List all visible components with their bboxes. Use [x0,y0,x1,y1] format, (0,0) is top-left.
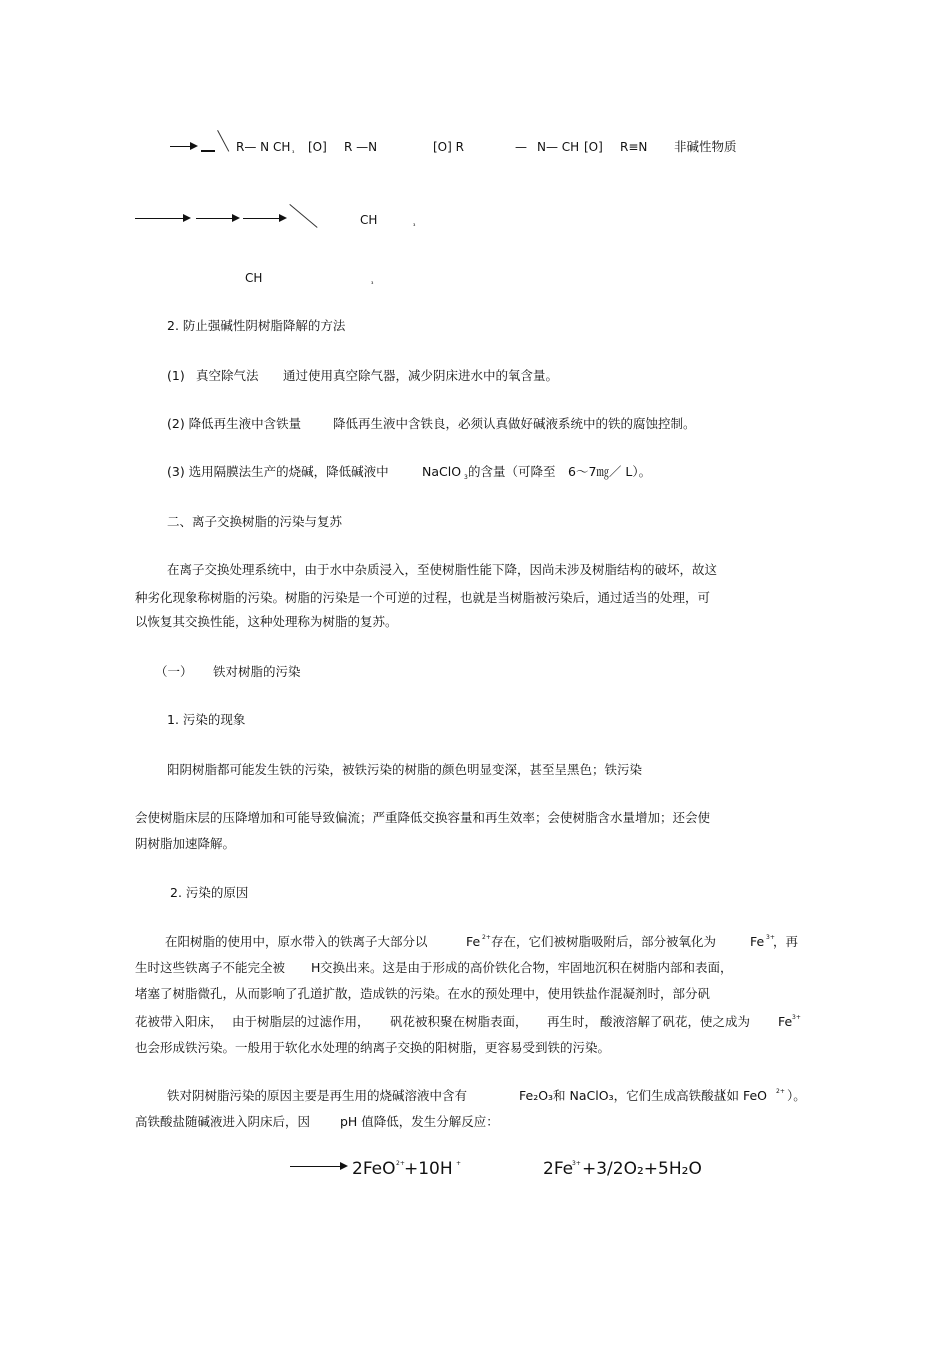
r1-dash: — [515,140,527,154]
cause-l2a: 生时这些铁离子不能完全被 [135,960,286,975]
eq-left-sup: 2+ [396,1160,405,1167]
r2-ch-top: CH [360,213,378,227]
cause-fe3b: Fe [778,1014,793,1029]
arrow-2 [196,218,238,219]
anion-l1a: 铁对阴树脂污染的原因主要是再生用的烧碱溶液中含有 [167,1088,468,1103]
cause-fe2: Fe [466,934,481,949]
item1-label: (1) [167,368,185,383]
bond-line-2 [289,204,317,228]
sub-one-title: 铁对树脂的污染 [213,664,301,679]
section-title: 2. 防止强碱性阴树脂降解的方法 [167,318,346,333]
item1-text: 通过使用真空除气器，减少阴床进水中的氧含量。 [283,368,559,383]
cause-l4b: 由于树脂层的过滤作用， [232,1014,370,1029]
anion-fe2o3: Fe₂O₃和 NaClO₃，它们生成高铁酸盐 [519,1088,727,1103]
cause-l1c: ，再 [773,934,799,949]
r1-nch: N— CH [537,140,580,154]
intro-line-3: 以恢复其交换性能，这种处理称为树脂的复苏。 [135,614,398,629]
cause-l4d: 再生时， [547,1014,598,1029]
phenomenon-line-2: 会使树脂床层的压降增加和可能导致偏流；严重降低交换容量和再生效率；会使树脂含水量增加；还会使 [135,810,711,825]
phenomenon-line-3: 阴树脂加速降解。 [135,836,236,851]
item3-label: (3) 选用隔膜法生产的烧碱，降低碱液中 [167,464,389,479]
intro-line-1: 在离子交换处理系统中，由于水中杂质浸入，至使树脂性能下降，因尚未涉及树脂结构的破坏，故这 [167,562,718,577]
item3-sub: 3 [464,474,468,481]
item1-title: 真空除气法 [196,368,259,383]
r1-rn3: R≡N [620,140,648,154]
r2-ch-bottom: CH [245,271,263,285]
cause-l4c: 矾花被积聚在树脂表面， [390,1014,528,1029]
sub-one-label: （一） [155,664,193,679]
r2-sub-top: ₃ [413,221,416,228]
cause-l2b: 交换出来。这是由于形成的高价铁化合物，牢固地沉积在树脂内部和表面， [320,960,733,975]
r1-o2: [O] R [433,140,464,154]
arrow-3 [243,218,285,219]
bond-line [217,130,229,152]
r1-o3: [O] [584,140,603,154]
r1-ch: CH [273,140,291,154]
cause-l4a: 花被带入阳床， [135,1014,223,1029]
phenomenon-title: 1. 污染的现象 [167,712,246,727]
cause-fe2-sup: 2+ [482,934,491,941]
cause-fe3-sup: 3+ [766,934,775,941]
anion-example-end: ）。 [787,1088,806,1103]
r1-product: 非碱性物质 [674,139,737,154]
eq-right-rest: +3/2O₂+5H₂O [582,1159,702,1179]
r1-rn2: R —N [344,140,378,154]
r1-o1: [O] [308,140,327,154]
eq-left-sup2: + [456,1160,462,1167]
intro-line-2: 种劣化现象称树脂的污染。树脂的污染是一个可逆的过程，也就是当树脂被污染后，通过适当的处理，可 [135,590,711,605]
r2-sub-bottom: ₃ [371,279,374,286]
eq-left-rest: +10H [404,1159,453,1179]
reaction-bar [201,150,215,152]
item2-text: 降低再生液中含铁良，必须认真做好碱液系统中的铁的腐蚀控制。 [333,416,696,431]
cause-l5: 也会形成铁污染。一般用于软化水处理的纳离子交换的阳树脂，更容易受到铁的污染。 [135,1040,611,1055]
cause-l3: 堵塞了树脂微孔，从而影响了孔道扩散，造成铁的污染。在水的预处理中，使用铁盐作混凝剂时，部分矾 [135,986,711,1001]
reaction-arrow [170,146,196,147]
item3-formula: NaClO [422,464,462,479]
cause-title: 2. 污染的原因 [170,885,249,900]
anion-l2a: 高铁酸盐随碱液进入阴床后，因 [135,1114,311,1129]
cause-h: H [311,960,321,975]
item2-label: (2) 降低再生液中含铁量 [167,416,302,431]
arrow-1 [135,218,189,219]
heading-two: 二、离子交换树脂的污染与复苏 [167,514,343,529]
anion-example-sup: 2+ [776,1088,785,1095]
anion-example: （如 FeO [714,1088,768,1103]
cause-l1a: 在阳树脂的使用中，原水带入的铁离子大部分以 [165,934,428,949]
phenomenon-line-1: 阳阴树脂都可能发生铁的污染，被铁污染的树脂的颜色明显变深，甚至呈黑色；铁污染 [167,762,643,777]
item3-text: 的含量（可降至 6～7㎎／ L）。 [468,464,652,479]
eq-left: 2FeO [352,1159,396,1179]
cause-l4e: 酸液溶解了矾花，使之成为 [600,1014,751,1029]
cause-fe3b-sup: 3+ [792,1014,801,1021]
r1-group-rn: R— N [236,140,270,154]
cause-l1b: 存在，它们被树脂吸附后，部分被氧化为 [491,934,717,949]
anion-l2b: pH 值降低，发生分解反应： [340,1114,499,1129]
eq-right-sup: 3+ [572,1160,581,1167]
eq-right: 2Fe [543,1159,574,1179]
cause-fe3: Fe [750,934,765,949]
r1-sub: ₃ [292,148,295,155]
equation-arrow [290,1166,346,1167]
